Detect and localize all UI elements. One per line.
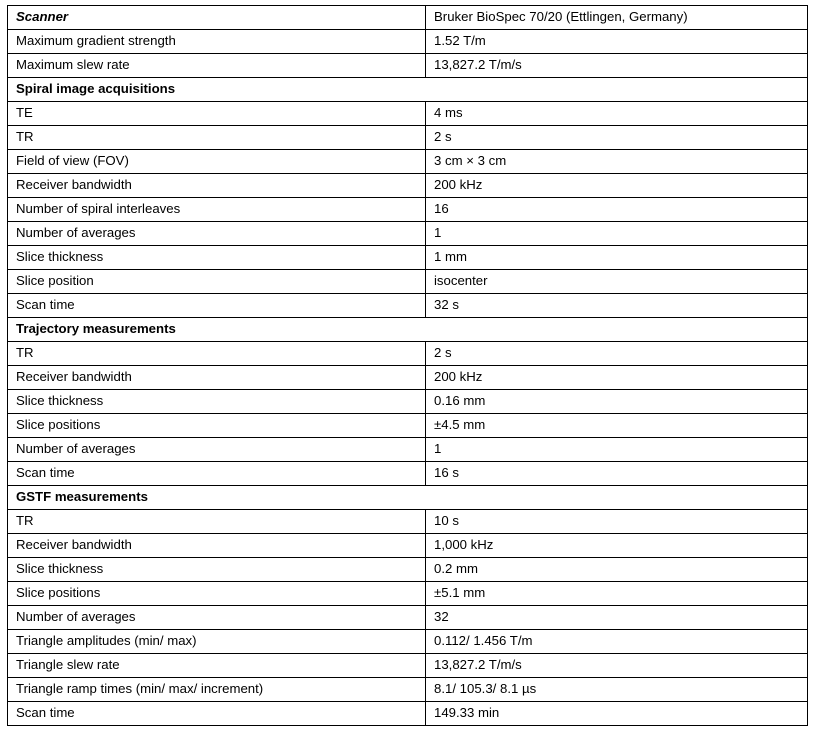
parameter-value: 0.112/ 1.456 T/m <box>426 630 808 654</box>
parameter-value: 10 s <box>426 510 808 534</box>
table-row <box>8 54 808 78</box>
table-row <box>8 654 808 678</box>
parameter-label: Slice position <box>8 270 426 294</box>
table-row <box>8 222 808 246</box>
parameter-value: 200 kHz <box>426 366 808 390</box>
parameter-value: 200 kHz <box>426 174 808 198</box>
parameter-label: Triangle slew rate <box>8 654 426 678</box>
table-row <box>8 630 808 654</box>
parameter-value: ±4.5 mm <box>426 414 808 438</box>
parameter-label: Receiver bandwidth <box>8 174 426 198</box>
table-row <box>8 198 808 222</box>
table-body <box>8 6 808 726</box>
table-row <box>8 582 808 606</box>
parameter-label: TR <box>8 510 426 534</box>
parameter-table <box>7 5 808 726</box>
table-row <box>8 606 808 630</box>
parameter-label: Number of spiral interleaves <box>8 198 426 222</box>
parameter-label: Scanner <box>8 6 426 30</box>
parameter-label: Field of view (FOV) <box>8 150 426 174</box>
parameter-label: Receiver bandwidth <box>8 534 426 558</box>
parameter-label: Slice thickness <box>8 558 426 582</box>
parameter-label: TR <box>8 126 426 150</box>
parameter-label: Number of averages <box>8 222 426 246</box>
table-row <box>8 30 808 54</box>
parameter-value: 149.33 min <box>426 702 808 726</box>
parameter-value: 32 <box>426 606 808 630</box>
table-row <box>8 534 808 558</box>
parameter-label: Triangle ramp times (min/ max/ increment) <box>8 678 426 702</box>
parameter-label: Scan time <box>8 702 426 726</box>
table-row <box>8 678 808 702</box>
parameter-label: Maximum slew rate <box>8 54 426 78</box>
parameter-value: 4 ms <box>426 102 808 126</box>
parameter-label: Maximum gradient strength <box>8 30 426 54</box>
table-row <box>8 270 808 294</box>
parameter-value: 1.52 T/m <box>426 30 808 54</box>
table-row <box>8 366 808 390</box>
parameter-label: Number of averages <box>8 438 426 462</box>
parameter-value: 1 mm <box>426 246 808 270</box>
table-row <box>8 438 808 462</box>
parameter-value: 2 s <box>426 126 808 150</box>
section-header-label: GSTF measurements <box>8 486 808 510</box>
table-row <box>8 246 808 270</box>
parameter-label: Triangle amplitudes (min/ max) <box>8 630 426 654</box>
parameter-value: Bruker BioSpec 70/20 (Ettlingen, Germany) <box>426 6 808 30</box>
parameter-value: 1,000 kHz <box>426 534 808 558</box>
parameter-value: 0.2 mm <box>426 558 808 582</box>
table-row <box>8 174 808 198</box>
parameter-value: 1 <box>426 222 808 246</box>
table-row <box>8 294 808 318</box>
parameter-value: isocenter <box>426 270 808 294</box>
parameter-value: 13,827.2 T/m/s <box>426 54 808 78</box>
parameter-label: Slice positions <box>8 414 426 438</box>
parameter-label: Scan time <box>8 294 426 318</box>
parameter-label: Slice positions <box>8 582 426 606</box>
table-row <box>8 390 808 414</box>
table-row <box>8 486 808 510</box>
parameter-label: Slice thickness <box>8 246 426 270</box>
parameter-label: TR <box>8 342 426 366</box>
table-row <box>8 102 808 126</box>
parameter-value: 16 s <box>426 462 808 486</box>
table-row <box>8 78 808 102</box>
parameter-value: 3 cm × 3 cm <box>426 150 808 174</box>
section-header-label: Trajectory measurements <box>8 318 808 342</box>
parameter-value: 8.1/ 105.3/ 8.1 µs <box>426 678 808 702</box>
section-header-label: Spiral image acquisitions <box>8 78 808 102</box>
parameter-label: Scan time <box>8 462 426 486</box>
parameter-label: Receiver bandwidth <box>8 366 426 390</box>
table-row <box>8 414 808 438</box>
parameter-label: Number of averages <box>8 606 426 630</box>
parameter-label: TE <box>8 102 426 126</box>
table-row <box>8 342 808 366</box>
table-row <box>8 702 808 726</box>
table-row <box>8 318 808 342</box>
parameter-value: 0.16 mm <box>426 390 808 414</box>
parameter-value: 2 s <box>426 342 808 366</box>
table-row <box>8 558 808 582</box>
parameter-value: 16 <box>426 198 808 222</box>
parameter-value: 32 s <box>426 294 808 318</box>
parameter-label: Slice thickness <box>8 390 426 414</box>
table-row <box>8 510 808 534</box>
parameter-value: ±5.1 mm <box>426 582 808 606</box>
table-row <box>8 462 808 486</box>
table-row <box>8 126 808 150</box>
table-row <box>8 150 808 174</box>
table-row <box>8 6 808 30</box>
parameter-value: 1 <box>426 438 808 462</box>
parameter-value: 13,827.2 T/m/s <box>426 654 808 678</box>
